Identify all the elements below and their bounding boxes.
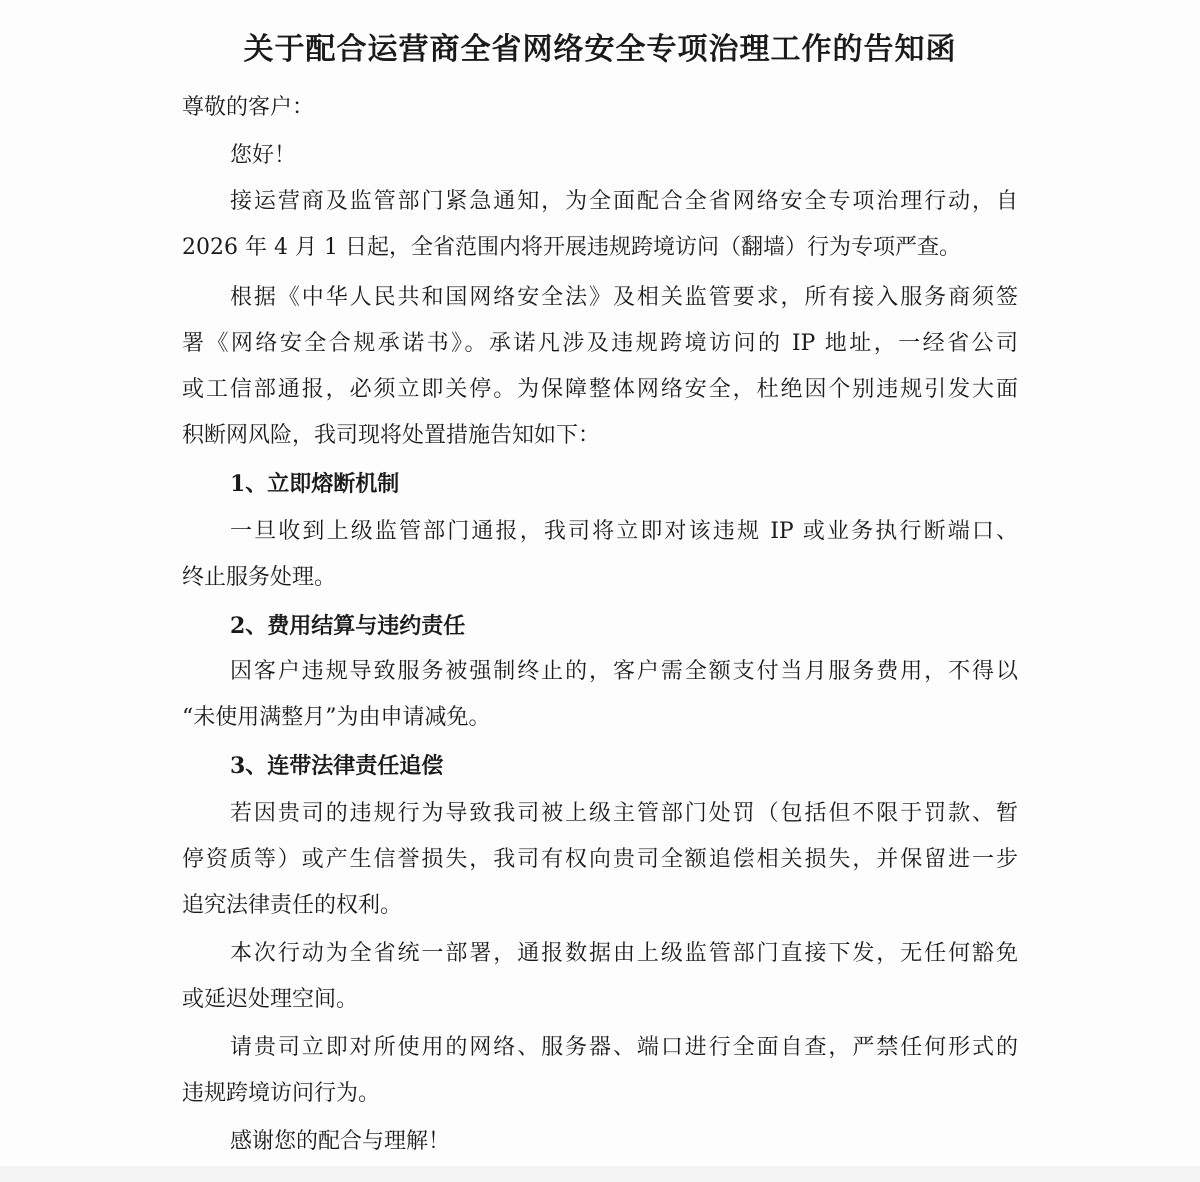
document-title: 关于配合运营商全省网络安全专项治理工作的告知函 — [243, 32, 957, 67]
salutation: 尊敬的客户： — [182, 95, 315, 120]
paragraph-line: 因客户违规导致服务被强制终止的，客户需全额支付当月服务费用，不得以 — [230, 659, 1018, 684]
paragraph-line: 积断网风险，我司现将处置措施告知如下： — [182, 423, 601, 448]
paragraph-line: 或工信部通报，必须立即关停。为保障整体网络安全，杜绝因个别违规引发大面 — [182, 377, 1018, 402]
paragraph-line: “未使用满整月”为由申请减免。 — [182, 705, 491, 730]
paragraph-line: 违规跨境访问行为。 — [182, 1081, 381, 1106]
section-heading: 1、立即熔断机制 — [230, 471, 400, 497]
page-bottom-edge — [0, 1166, 1200, 1182]
paragraph-line: 署《网络安全合规承诺书》。承诺凡涉及违规跨境访问的 IP 地址，一经省公司 — [182, 331, 1018, 356]
paragraph-line: 根据《中华人民共和国网络安全法》及相关监管要求，所有接入服务商须签 — [230, 285, 1018, 310]
paragraph-line: 终止服务处理。 — [182, 565, 337, 590]
paragraph-line: 追究法律责任的权利。 — [182, 893, 403, 918]
section-heading: 2、费用结算与违约责任 — [230, 613, 466, 639]
greeting: 您好！ — [230, 143, 297, 168]
paragraph-line: 一旦收到上级监管部门通报，我司将立即对该违规 IP 或业务执行断端口、 — [230, 519, 1018, 544]
closing-line: 感谢您的配合与理解！ — [230, 1129, 451, 1154]
paragraph-line: 2026 年 4 月 1 日起，全省范围内将开展违规跨境访问（翻墙）行为专项严查。 — [182, 235, 961, 260]
section-heading: 3、连带法律责任追偿 — [230, 753, 444, 779]
paragraph-line: 或延迟处理空间。 — [182, 987, 359, 1012]
paragraph-line: 接运营商及监管部门紧急通知，为全面配合全省网络安全专项治理行动，自 — [230, 189, 1018, 214]
paragraph-line: 请贵司立即对所使用的网络、服务器、端口进行全面自查，严禁任何形式的 — [230, 1035, 1018, 1060]
paragraph-line: 若因贵司的违规行为导致我司被上级主管部门处罚（包括但不限于罚款、暂 — [230, 801, 1018, 826]
paragraph-line: 本次行动为全省统一部署，通报数据由上级监管部门直接下发，无任何豁免 — [230, 941, 1018, 966]
paragraph-line: 停资质等）或产生信誉损失，我司有权向贵司全额追偿相关损失，并保留进一步 — [182, 847, 1018, 872]
